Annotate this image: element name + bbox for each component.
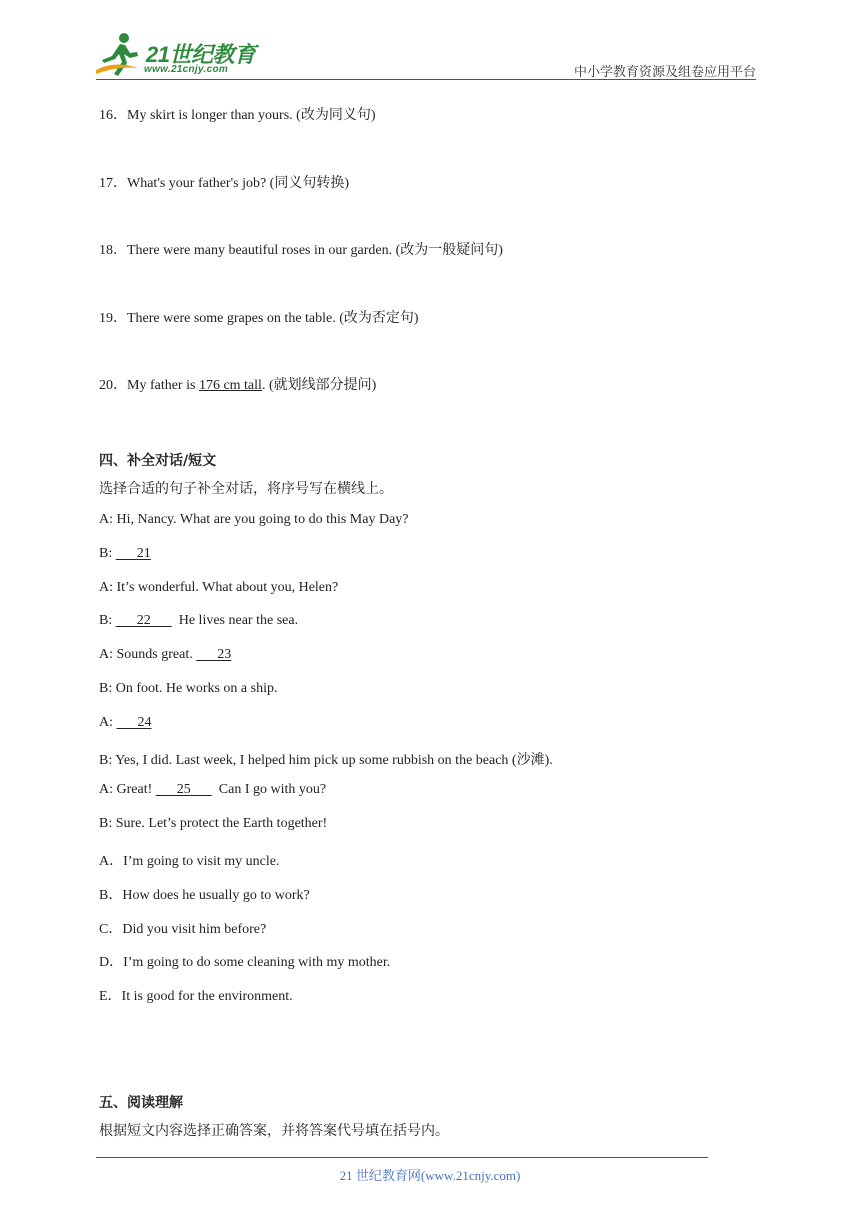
section-4-instruction: 选择合适的句子补全对话，将序号写在横线上。 xyxy=(99,481,393,497)
section-5-instruction: 根据短文内容选择正确答案，并将答案代号填在括号内。 xyxy=(99,1123,449,1139)
header-divider xyxy=(96,79,756,80)
answer-blank-22: 22 xyxy=(115,613,172,628)
dialogue-line xyxy=(99,580,338,596)
option-b: B．How does he usually go to work? xyxy=(99,888,310,903)
runner-logo-icon xyxy=(94,30,150,78)
dialogue-text: A: Hi, Nancy. What are you going to do this May Day? xyxy=(99,512,409,527)
question-19 xyxy=(99,310,419,328)
logo xyxy=(94,30,264,80)
footer-divider xyxy=(96,1157,708,1158)
footer-text: 21 世纪教育网(www.21cnjy.com) xyxy=(339,1168,521,1183)
dialogue-text: A: It’s wonderful. What about you, Helen? xyxy=(99,580,339,595)
question-number: 17． xyxy=(99,176,127,191)
dialogue-line xyxy=(99,715,152,731)
question-text: There were some grapes on the table. (改为否定句) xyxy=(127,311,419,326)
platform-name: 中小学教育资源及组卷应用平台 xyxy=(573,64,756,79)
dialogue-text: B: xyxy=(99,546,116,561)
option-d: D．I’m going to do some cleaning with my mother. xyxy=(99,955,391,970)
dialogue-text: A: Sounds great. xyxy=(99,647,197,662)
dialogue-line xyxy=(99,749,553,769)
answer-blank-24: 24 xyxy=(116,715,152,730)
question-16 xyxy=(99,107,375,125)
question-18 xyxy=(99,242,503,260)
underlined-phrase: 176 cm tall xyxy=(198,378,262,393)
question-text-post: . (就划线部分提问) xyxy=(261,378,377,393)
dialogue-line xyxy=(99,613,298,629)
dialogue-text: A: Great! xyxy=(99,782,156,797)
question-number: 20． xyxy=(99,378,127,393)
dialogue-text-post: He lives near the sea. xyxy=(171,613,299,628)
question-text-pre: My father is xyxy=(127,378,199,393)
dialogue-text: A: xyxy=(99,715,117,730)
dialogue-text: B: Yes, I did. Last week, I helped him pick up some rubbish on the beach (沙滩). xyxy=(99,753,553,768)
section-4-title: 四、补全对话/短文 xyxy=(99,453,217,469)
question-20 xyxy=(99,377,376,395)
dialogue-line xyxy=(99,816,327,832)
question-number: 16． xyxy=(99,108,127,123)
dialogue-line xyxy=(99,647,231,663)
answer-blank-25: 25 xyxy=(155,782,212,797)
dialogue-line xyxy=(99,782,326,798)
question-number: 19． xyxy=(99,311,127,326)
dialogue-line xyxy=(99,681,278,697)
dialogue-line xyxy=(99,546,151,562)
dialogue-line xyxy=(99,512,409,528)
answer-blank-21: 21 xyxy=(115,546,151,561)
question-text: What's your father's job? (同义句转换) xyxy=(127,176,349,191)
logo-url: www.21cnjy.com xyxy=(144,64,229,75)
dialogue-text: B: xyxy=(99,613,116,628)
option-a: A．I’m going to visit my uncle. xyxy=(99,854,280,869)
dialogue-text-post: Can I go with you? xyxy=(211,782,327,797)
dialogue-text: B: Sure. Let’s protect the Earth together! xyxy=(99,816,328,831)
section-5-title: 五、阅读理解 xyxy=(99,1095,183,1111)
question-text: My skirt is longer than yours. (改为同义句) xyxy=(127,108,376,123)
logo-text: 21世纪教育 xyxy=(146,42,256,67)
page-header xyxy=(0,0,860,84)
question-text: There were many beautiful roses in our garden. (改为一般疑问句) xyxy=(127,243,503,258)
answer-blank-23: 23 xyxy=(196,647,232,662)
question-17 xyxy=(99,175,349,193)
option-c: C．Did you visit him before? xyxy=(99,922,267,937)
question-number: 18． xyxy=(99,243,127,258)
option-e: E．It is good for the environment. xyxy=(99,989,293,1004)
dialogue-text: B: On foot. He works on a ship. xyxy=(99,681,278,696)
